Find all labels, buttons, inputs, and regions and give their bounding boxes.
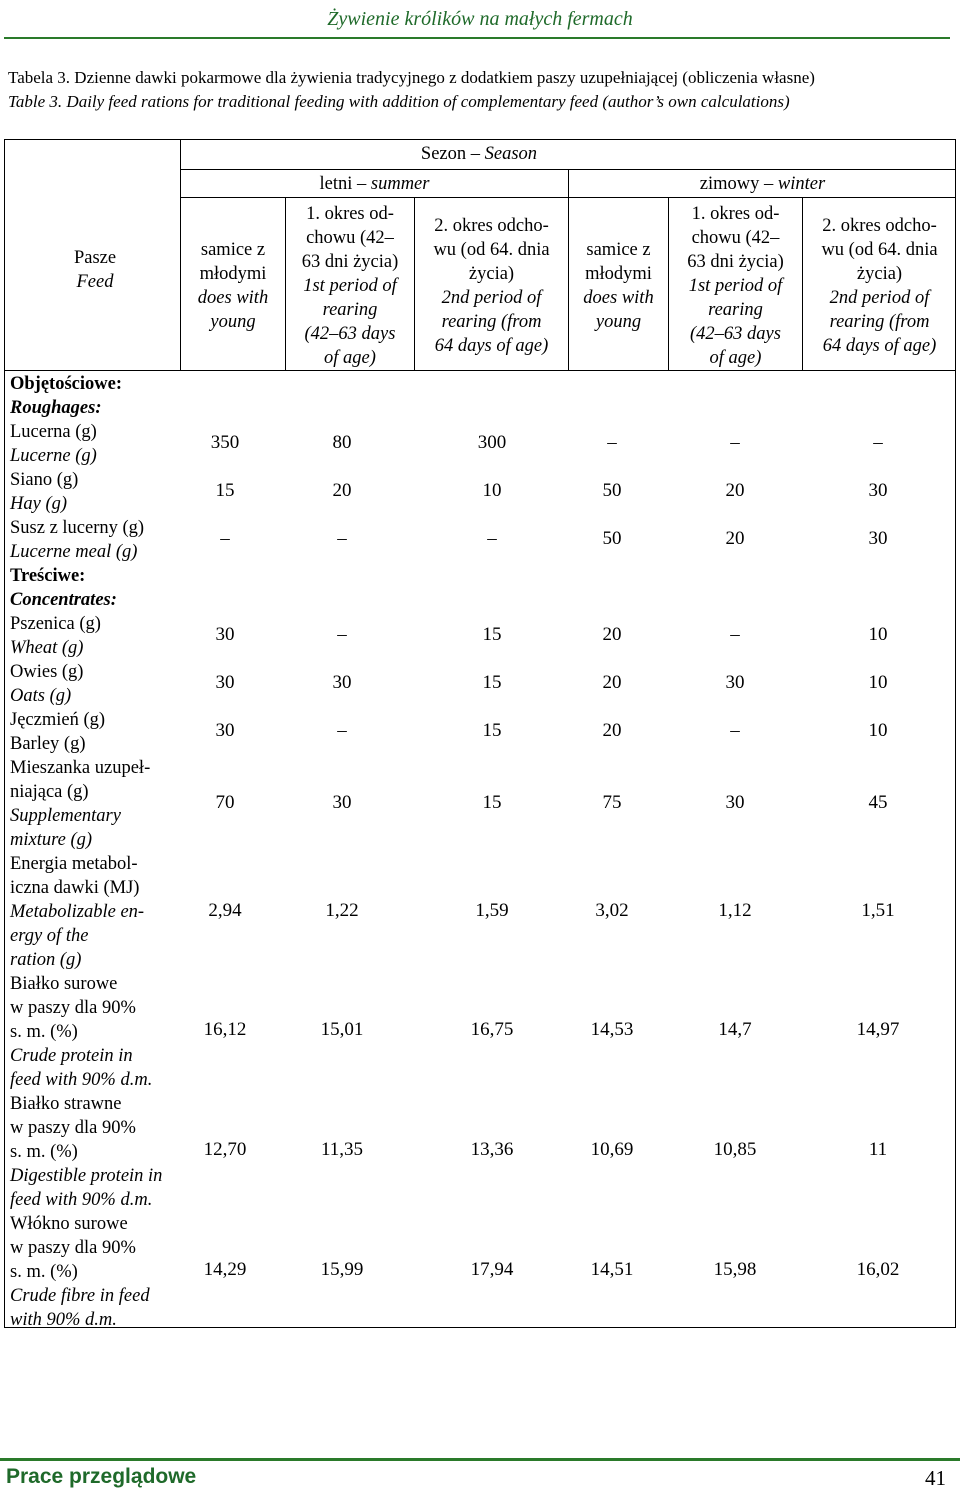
running-header: Żywienie królików na małych fermach: [327, 8, 633, 30]
row-label: Białko surowe: [10, 974, 118, 994]
table-cell: 15,99: [320, 1259, 364, 1280]
row-label: Białko strawne: [10, 1094, 122, 1114]
table-cell: 1,59: [475, 900, 509, 921]
row-label: Owies (g): [10, 662, 84, 682]
table-cell: –: [487, 528, 497, 549]
table-cell: 30: [215, 672, 235, 693]
table-cell: 15,98: [713, 1259, 757, 1280]
table-cell: 14,7: [718, 1019, 752, 1040]
row-label: feed with 90% d.m.: [10, 1190, 153, 1210]
table-cell: –: [730, 624, 740, 645]
table-cell: –: [337, 720, 347, 741]
section-concentrates-en: Concentrates:: [10, 590, 117, 610]
table-cell: –: [730, 432, 740, 453]
table-cell: 300: [477, 432, 507, 453]
table-cell: 15: [482, 624, 502, 645]
table-cell: 15: [482, 792, 502, 813]
table-cell: 14,53: [590, 1019, 634, 1040]
table-cell: 50: [602, 480, 622, 501]
table-cell: 1,22: [325, 900, 359, 921]
table-cell: 20: [725, 528, 745, 549]
table-cell: 1,51: [861, 900, 895, 921]
table-cell: –: [337, 624, 347, 645]
table-cell: 17,94: [470, 1259, 514, 1280]
row-label: Włókno surowe: [10, 1214, 128, 1234]
table-cell: 10,69: [590, 1139, 634, 1160]
row-label: s. m. (%): [10, 1022, 78, 1042]
table-cell: 13,36: [470, 1139, 514, 1160]
section-roughages-en: Roughages:: [10, 398, 102, 418]
table-cell: 10,85: [713, 1139, 757, 1160]
feed-header-en: Feed: [76, 272, 114, 292]
row-label: Metabolizable en-: [10, 902, 145, 922]
table-caption-pl: Tabela 3. Dzienne dawki pokarmowe dla żywienia tradycyjnego z dodatkiem paszy uzupełniającej (obliczenia własne): [8, 68, 815, 87]
table-cell: 15: [482, 672, 502, 693]
feed-header: [40, 246, 150, 294]
season-header-pl: Sezon –: [420, 144, 485, 164]
table-cell: 15: [215, 480, 235, 501]
row-label: Pszenica (g): [10, 614, 101, 634]
row-label: Digestible protein in: [10, 1166, 163, 1186]
table-cell: 11,35: [320, 1139, 364, 1160]
table-cell: –: [337, 528, 347, 549]
summer-header-pl: letni –: [319, 174, 371, 194]
table-cell: 3,02: [595, 900, 629, 921]
table-cell: 16,12: [203, 1019, 247, 1040]
row-label: Oats (g): [10, 686, 72, 706]
table-cell: 30: [332, 792, 352, 813]
row-label: Supplementary: [10, 806, 121, 826]
footer-rule: [0, 1458, 960, 1461]
row-label: s. m. (%): [10, 1142, 78, 1162]
table-cell: 30: [868, 480, 888, 501]
winter-header: [569, 172, 956, 196]
winter-header-en: winter: [777, 174, 826, 194]
row-label: Siano (g): [10, 470, 79, 490]
table-cell: 350: [210, 432, 240, 453]
row-label: niająca (g): [10, 782, 89, 802]
col-does-summer: samice z młodymi does with young: [197, 240, 269, 332]
table-cell: 30: [215, 624, 235, 645]
table-cell: 14,29: [203, 1259, 247, 1280]
table-cell: 16,02: [856, 1259, 900, 1280]
summer-header: [181, 172, 568, 196]
row-label: Hay (g): [10, 494, 68, 514]
table-cell: 20: [725, 480, 745, 501]
table-cell: 14,51: [590, 1259, 634, 1280]
row-label: ration (g): [10, 950, 82, 970]
row-label: ergy of the: [10, 926, 89, 946]
table-cell: 15: [482, 720, 502, 741]
table-cell: –: [730, 720, 740, 741]
table-cell: 2,94: [208, 900, 242, 921]
col-period1-summer: 1. okres od- chowu (42– 63 dni życia) 1st period of rearing (42–63 days of age): [301, 204, 399, 368]
row-label: mixture (g): [10, 830, 93, 850]
table-cell: 20: [602, 624, 622, 645]
row-label: Wheat (g): [10, 638, 84, 658]
table-cell: 30: [868, 528, 888, 549]
feed-header-pl: Pasze: [73, 248, 117, 268]
table-cell: –: [220, 528, 230, 549]
table-cell: 10: [482, 480, 502, 501]
header-rule: [4, 37, 950, 39]
winter-header-pl: zimowy –: [699, 174, 778, 194]
page-number: 41: [925, 1466, 946, 1490]
table-cell: 80: [332, 432, 352, 453]
table-cell: 1,12: [718, 900, 752, 921]
table-cell: 11: [868, 1139, 888, 1160]
table-cell: 45: [868, 792, 888, 813]
table-cell: 15,01: [320, 1019, 364, 1040]
table-cell: 75: [602, 792, 622, 813]
table-cell: 30: [725, 792, 745, 813]
table-cell: 10: [868, 624, 888, 645]
row-label: s. m. (%): [10, 1262, 78, 1282]
row-label: Mieszanka uzupeł-: [10, 758, 151, 778]
table-cell: 14,97: [856, 1019, 900, 1040]
summer-header-en: summer: [370, 174, 430, 194]
col-period2-summer: 2. okres odcho- wu (od 64. dnia życia) 2nd period of rearing (from 64 days of age): [433, 216, 550, 356]
table-cell: –: [873, 432, 883, 453]
table-cell: 10: [868, 672, 888, 693]
row-label: Lucerna (g): [10, 422, 97, 442]
table-cell: 10: [868, 720, 888, 741]
row-label: Crude protein in: [10, 1046, 133, 1066]
row-label: w paszy dla 90%: [10, 1118, 136, 1138]
table-cell: 16,75: [470, 1019, 514, 1040]
season-header: [181, 142, 777, 166]
table-cell: 20: [332, 480, 352, 501]
table-cell: 50: [602, 528, 622, 549]
table-cell: 20: [602, 720, 622, 741]
table-cell: 12,70: [203, 1139, 247, 1160]
row-label: Lucerne meal (g): [10, 542, 138, 562]
row-label: Energia metabol-: [10, 854, 138, 874]
col-period1-winter: 1. okres od- chowu (42– 63 dni życia) 1st period of rearing (42–63 days of age): [687, 204, 784, 368]
table-cell: 20: [602, 672, 622, 693]
section-roughages-pl: Objętościowe:: [10, 374, 122, 394]
table-cell: –: [607, 432, 617, 453]
section-concentrates-pl: Treściwe:: [10, 566, 86, 586]
row-label: Barley (g): [10, 734, 86, 754]
col-does-winter: samice z młodymi does with young: [583, 240, 654, 332]
table-cell: 70: [215, 792, 235, 813]
row-label: feed with 90% d.m.: [10, 1070, 153, 1090]
row-label: Crude fibre in feed: [10, 1286, 150, 1306]
row-label: Lucerne (g): [10, 446, 97, 466]
row-label: iczna dawki (MJ): [10, 878, 140, 898]
row-label: Jęczmień (g): [10, 710, 106, 730]
table-caption-en: Table 3. Daily feed rations for traditional feeding with addition of complementary feed (author’s own calculations): [8, 92, 790, 111]
row-label: w paszy dla 90%: [10, 998, 136, 1018]
row-label: Susz z lucerny (g): [10, 518, 145, 538]
col-period2-winter: 2. okres odcho- wu (od 64. dnia życia) 2nd period of rearing (from 64 days of age): [821, 216, 938, 356]
row-label: w paszy dla 90%: [10, 1238, 136, 1258]
row-label: with 90% d.m.: [10, 1310, 117, 1330]
footer-section-title: Prace przeglądowe: [6, 1465, 197, 1488]
table-cell: 30: [215, 720, 235, 741]
season-header-en: Season: [484, 144, 538, 164]
table-cell: 30: [725, 672, 745, 693]
table-cell: 30: [332, 672, 352, 693]
